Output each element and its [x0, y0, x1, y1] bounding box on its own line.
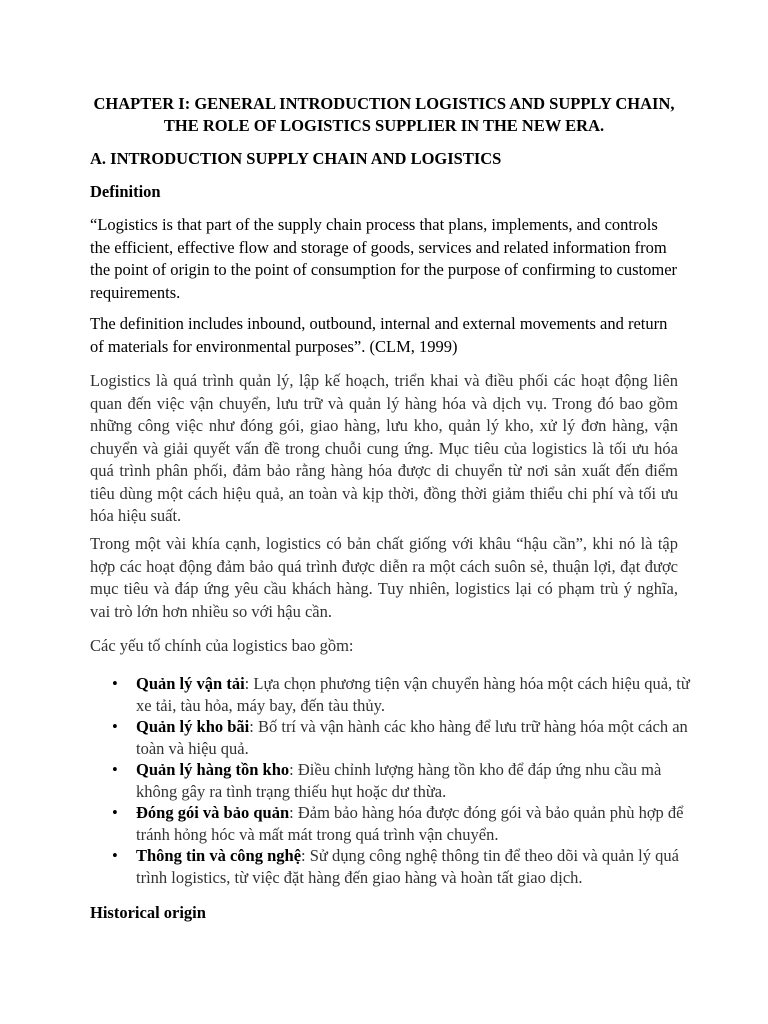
- historical-origin-heading: Historical origin: [90, 903, 206, 922]
- chapter-title: CHAPTER I: GENERAL INTRODUCTION LOGISTICS AND SUPPLY CHAIN, THE ROLE OF LOGISTICS SUPPLIER IN THE NEW ERA.: [93, 94, 675, 135]
- section-title: A. INTRODUCTION SUPPLY CHAIN AND LOGISTICS: [90, 149, 502, 168]
- vietnamese-paragraph-3: [90, 635, 678, 658]
- list-item: [90, 845, 690, 888]
- definition-quote-text: “Logistics is that part of the supply chain process that plans, implements, and controls the efficient, effective flow and storage of goods, services and related information from the point of origin to the point of consumption for the purpose of confirming to customer requirements.: [90, 215, 678, 302]
- list-item-description: : Bố trí và vận hành các kho hàng để lưu trữ hàng hóa một cách an toàn và hiệu quả.: [136, 717, 688, 758]
- bullet-icon: •: [112, 846, 118, 865]
- logistics-elements-list: [90, 673, 690, 888]
- bullet-icon: •: [112, 803, 118, 822]
- vietnamese-paragraph-1: [90, 370, 678, 528]
- list-item-description: : Đảm bảo hàng hóa được đóng gói và bảo quản phù hợp để tránh hỏng hóc và mất mát trong quá trình vận chuyển.: [136, 803, 684, 844]
- list-item-term: Quản lý kho bãi: [136, 717, 250, 736]
- definition-note-text: The definition includes inbound, outbound, internal and external movements and return of materials for environmental purposes”. (CLM, 1999): [90, 314, 668, 356]
- definition-note: [90, 313, 680, 358]
- bullet-icon: •: [112, 674, 118, 693]
- list-item-term: Quản lý vận tải: [136, 674, 245, 693]
- list-item-description: : Lựa chọn phương tiện vận chuyển hàng hóa một cách hiệu quả, từ xe tải, tàu hỏa, máy bay, đến tàu thủy.: [136, 674, 690, 715]
- list-item: [90, 716, 690, 759]
- vietnamese-paragraph-3-text: Các yếu tố chính của logistics bao gồm:: [90, 636, 354, 655]
- definition-heading: Definition: [90, 182, 161, 201]
- bullet-icon: •: [112, 760, 118, 779]
- list-item-description: : Điều chỉnh lượng hàng tồn kho để đáp ứng nhu cầu mà không gây ra tình trạng thiếu hụt hoặc dư thừa.: [136, 760, 662, 801]
- list-item-term: Quản lý hàng tồn kho: [136, 760, 290, 779]
- list-item-term: Đóng gói và bảo quản: [136, 803, 290, 822]
- vietnamese-paragraph-2-text: Trong một vài khía cạnh, logistics có bản chất giống với khâu “hậu cần”, khi nó là tập hợp các hoạt động đảm bảo quá trình được diễn ra một cách suôn sẻ, thuận lợi, đạt được mục tiêu và đáp ứng yêu cầu khách hàng. Tuy nhiên, logistics lại có phạm trù ý nghĩa, vai trò lớn hơn nhiều so với hậu cần.: [90, 534, 678, 621]
- vietnamese-paragraph-2: [90, 533, 678, 623]
- vietnamese-paragraph-1-text: Logistics là quá trình quản lý, lập kế hoạch, triển khai và điều phối các hoạt động liên quan đến việc vận chuyển, lưu trữ và quản lý hàng hóa và dịch vụ. Trong đó bao gồm những công việc như đóng gói, giao hàng, lưu kho, quản lý kho, xử lý đơn hàng, vận chuyển và giải quyết vấn đề trong chuỗi cung ứng. Mục tiêu của logistics là tối ưu hóa quá trình phân phối, đảm bảo rằng hàng hóa được di chuyển từ nơi sản xuất đến điểm tiêu dùng một cách hiệu quả, an toàn và kịp thời, đồng thời giảm thiểu chi phí và tối ưu hóa hiệu suất.: [90, 371, 678, 525]
- list-item-description: : Sử dụng công nghệ thông tin để theo dõi và quản lý quá trình logistics, từ việc đặt hàng đến giao hàng và hoàn tất giao dịch.: [136, 846, 679, 887]
- list-item: [90, 759, 690, 802]
- bullet-icon: •: [112, 717, 118, 736]
- definition-quote: [90, 214, 680, 304]
- list-item: [90, 802, 690, 845]
- list-item: [90, 673, 690, 716]
- list-item-term: Thông tin và công nghệ: [136, 846, 302, 865]
